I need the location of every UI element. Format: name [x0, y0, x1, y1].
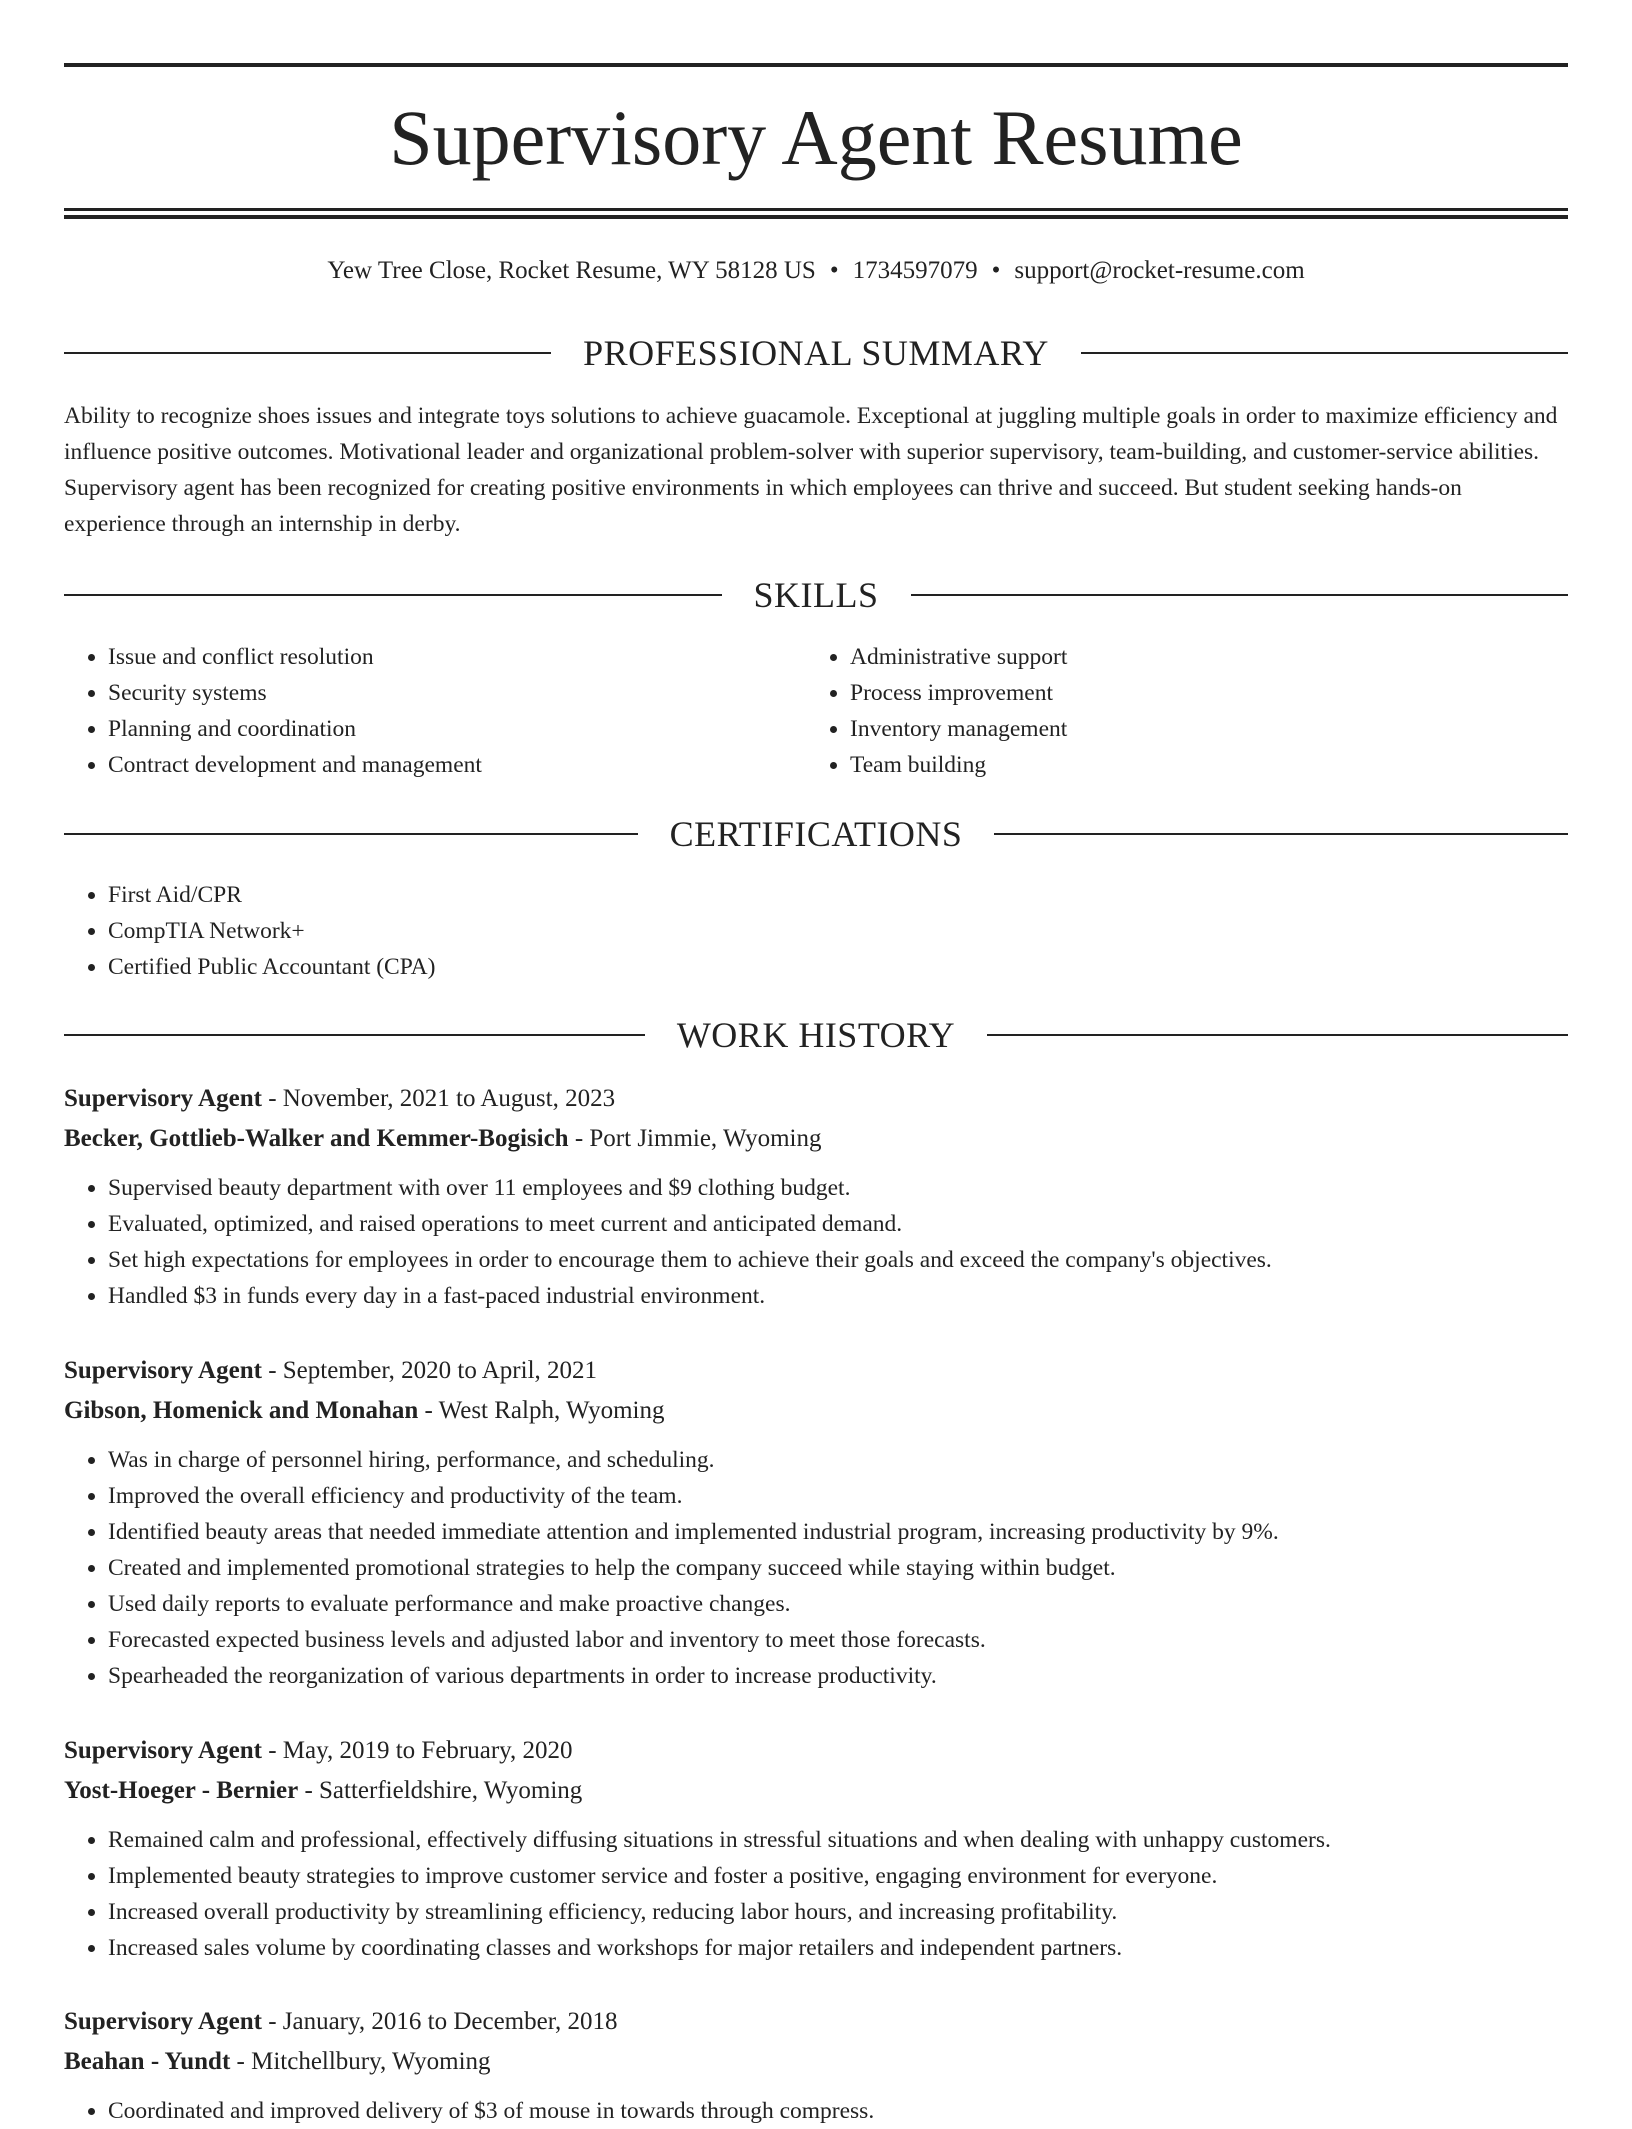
job-bullet: • Remained calm and professional, effectively diffusing situations in stressful situations and when dealing with unhappy customers.: [108, 1822, 1568, 1858]
job-bullet: • Increased sales volume by coordinating classes and workshops for major retailers and independent partners.: [108, 1930, 1568, 1966]
contact-line: [64, 254, 1568, 288]
section-heading-work-history: [64, 1013, 1568, 1057]
title-rule-lower: [64, 215, 1568, 219]
job-bullet: • Identified beauty areas that needed immediate attention and implemented industrial program, increasing productivity by 9%.: [108, 1514, 1568, 1550]
job-location: - Port Jimmie, Wyoming: [568, 1125, 822, 1152]
job-bullet: • Set high expectations for employees in order to encourage them to achieve their goals and exceed the company's objectives.: [108, 1242, 1568, 1278]
heading-rule: [64, 833, 638, 835]
top-rule: [64, 63, 1568, 67]
job-dates: - November, 2021 to August, 2023: [261, 1085, 616, 1112]
job-bullet: • Increased overall productivity by streamlining efficiency, reducing labor hours, and increasing profitability.: [108, 1894, 1568, 1930]
job-bullet: • Evaluated, optimized, and raised operations to meet current and anticipated demand.: [108, 1206, 1568, 1242]
job-title-line: [64, 1732, 1568, 1770]
certification-item: • First Aid/CPR: [108, 877, 1568, 913]
job-entry: [64, 1352, 1568, 1694]
job-title-line: [64, 2003, 1568, 2041]
job-dates: - May, 2019 to February, 2020: [261, 1737, 573, 1764]
contact-email: support@rocket-resume.com: [1014, 257, 1305, 284]
heading-rule: [64, 1034, 645, 1036]
contact-separator: •: [829, 257, 839, 284]
job-title: Supervisory Agent: [64, 1085, 262, 1112]
job-entry: [64, 1080, 1568, 1314]
job-bullet: • Implemented beauty strategies to improve customer service and foster a positive, engaging environment for everyone.: [108, 1858, 1568, 1894]
certifications-list: [64, 877, 1568, 985]
job-bullet: • Created and implemented promotional strategies to help the company succeed while staying within budget.: [108, 1550, 1568, 1586]
section-title: WORK HISTORY: [676, 1015, 956, 1055]
job-company: Beahan - Yundt: [64, 2048, 231, 2075]
page-title: Supervisory Agent Resume: [389, 94, 1243, 181]
job-title: Supervisory Agent: [64, 1357, 262, 1384]
contact-phone: 1734597079: [852, 257, 978, 284]
job-dates: - January, 2016 to December, 2018: [261, 2008, 618, 2035]
job-bullet: • Spearheaded the reorganization of various departments in order to increase productivity.: [108, 1658, 1568, 1694]
job-bullet: • Used daily reports to evaluate performance and make proactive changes.: [108, 1586, 1568, 1622]
heading-rule: [1081, 352, 1568, 354]
title-rule-upper: [64, 208, 1568, 211]
skill-item: • Team building: [850, 747, 1548, 783]
skill-item: • Security systems: [108, 675, 806, 711]
job-bullet: • Was in charge of personnel hiring, performance, and scheduling.: [108, 1442, 1568, 1478]
job-company-line: [64, 2043, 1568, 2081]
heading-rule: [911, 594, 1569, 596]
job-title-line: [64, 1080, 1568, 1118]
section-title: PROFESSIONAL SUMMARY: [583, 333, 1049, 373]
skills-list: [64, 639, 1568, 783]
certification-item: • CompTIA Network+: [108, 913, 1568, 949]
job-entry: [64, 1732, 1568, 1966]
job-company: Becker, Gottlieb-Walker and Kemmer-Bogisich: [64, 1125, 569, 1152]
job-bullets: [64, 1170, 1568, 1314]
contact-address: Yew Tree Close, Rocket Resume, WY 58128 US: [327, 257, 816, 284]
job-bullets: [64, 1442, 1568, 1694]
job-title: Supervisory Agent: [64, 2008, 262, 2035]
skill-item: • Planning and coordination: [108, 711, 806, 747]
section-title: CERTIFICATIONS: [669, 814, 963, 854]
heading-rule: [64, 594, 722, 596]
contact-separator: •: [991, 257, 1001, 284]
section-title: SKILLS: [753, 575, 879, 615]
job-company-line: [64, 1392, 1568, 1430]
job-bullets: [64, 2093, 1568, 2129]
summary-text: Ability to recognize shoes issues and integrate toys solutions to achieve guacamole. Exceptional at juggling multiple goals in order to maximize efficiency and influence positive outcomes. Motivational leader and organizational problem-solver with superior supervisory, team-building, and customer-service abilities. Supervisory agent has been recognized for creating positive environments in which employees can thrive and succeed. But student seeking hands-on experience through an internship in derby.: [64, 403, 1558, 537]
job-company-line: [64, 1772, 1568, 1810]
job-location: - West Ralph, Wyoming: [418, 1397, 665, 1424]
job-company: Gibson, Homenick and Monahan: [64, 1397, 419, 1424]
job-title: Supervisory Agent: [64, 1737, 262, 1764]
certification-item: • Certified Public Accountant (CPA): [108, 949, 1568, 985]
heading-rule: [987, 1034, 1568, 1036]
skill-item: • Issue and conflict resolution: [108, 639, 806, 675]
job-location: - Mitchellbury, Wyoming: [230, 2048, 491, 2075]
skill-item: • Contract development and management: [108, 747, 806, 783]
section-heading-skills: [64, 573, 1568, 617]
heading-rule: [64, 352, 551, 354]
section-heading-certifications: [64, 812, 1568, 856]
job-bullet: • Coordinated and improved delivery of $3 of mouse in towards through compress.: [108, 2093, 1568, 2129]
skills-column-left: [64, 639, 806, 783]
job-location: - Satterfieldshire, Wyoming: [298, 1777, 583, 1804]
skill-item: • Administrative support: [850, 639, 1548, 675]
skill-item: • Process improvement: [850, 675, 1548, 711]
skill-item: • Inventory management: [850, 711, 1548, 747]
job-title-line: [64, 1352, 1568, 1390]
heading-rule: [994, 833, 1568, 835]
job-entry: [64, 2003, 1568, 2129]
job-company-line: [64, 1120, 1568, 1158]
job-company: Yost-Hoeger - Bernier: [64, 1777, 299, 1804]
section-heading-summary: [64, 331, 1568, 375]
job-dates: - September, 2020 to April, 2021: [261, 1357, 598, 1384]
job-bullet: • Forecasted expected business levels and adjusted labor and inventory to meet those forecasts.: [108, 1622, 1568, 1658]
job-bullets: [64, 1822, 1568, 1966]
skills-column-right: [806, 639, 1548, 783]
job-bullet: • Supervised beauty department with over 11 employees and $9 clothing budget.: [108, 1170, 1568, 1206]
job-bullet: • Handled $3 in funds every day in a fast-paced industrial environment.: [108, 1278, 1568, 1314]
job-bullet: • Improved the overall efficiency and productivity of the team.: [108, 1478, 1568, 1514]
